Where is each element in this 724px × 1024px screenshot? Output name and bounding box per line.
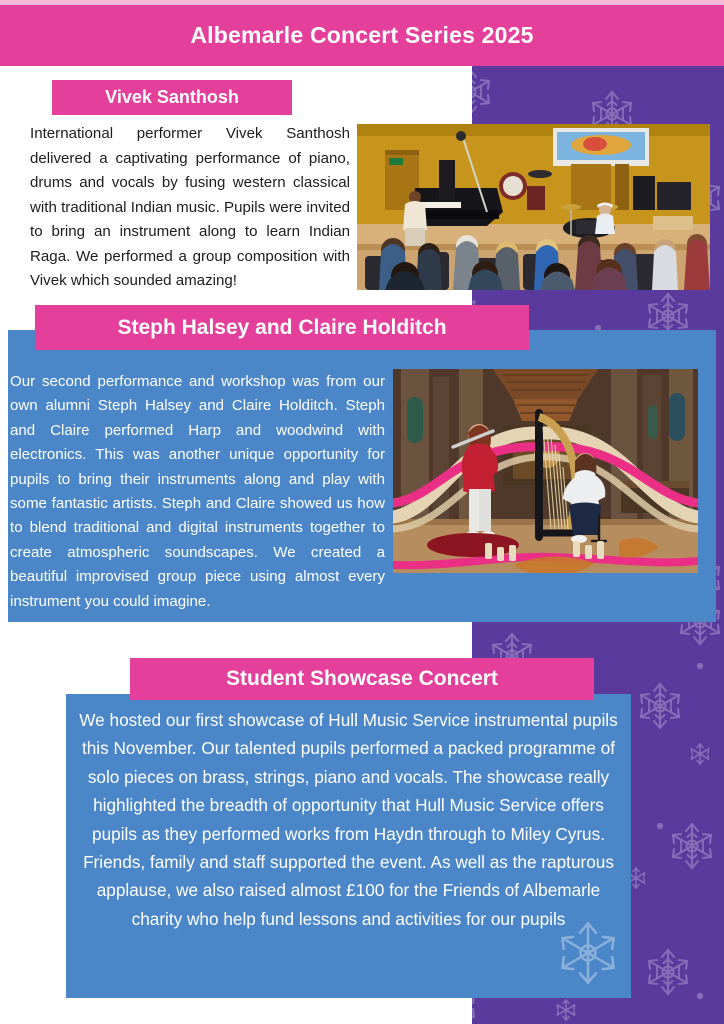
section-body-steph-claire: Our second performance and workshop was from our own alumni Steph Halsey and Claire Holditch. Steph and Claire performed Harp and woodwind with electronics. This was another unique opportunity for pupils to bring their instruments along and play with some fantastic artists. Steph and Claire showed us how to blend traditional and digital instruments together to create atmospheric soundscapes. We created a beautiful improvised group piece using almost every instrument you could imagine. [10,373,385,610]
section-title-banner-vivek-santhosh [52,80,292,115]
photo-steph-claire-cathedral [393,369,698,573]
section-body-student-showcase: We hosted our first showcase of Hull Music Service instrumental pupils this November. Our talented pupils performed a packed programme of solo pieces on brass, strings, piano and vocals. The showcase really highlighted the breadth of opportunity that Hull Music Service offers pupils as they performed works from Haydn through to Miley Cyrus. Friends, family and staff supported the event. As well as the rapturous applause, we also raised almost £100 for the Friends of Albemarle charity who help fund lessons and activities for our pupils [79,710,618,929]
page-title: Albemarle Concert Series 2025 [190,22,534,48]
section-title-banner-student-showcase [130,658,594,700]
page-header [0,5,724,66]
section-title-steph-claire: Steph Halsey and Claire Holditch [117,315,447,339]
section-title-vivek-santhosh: Vivek Santhosh [105,87,239,107]
section-body-vivek-santhosh: International performer Vivek Santhosh delivered a captivating performance of piano, drums and vocals by fusing western classical with traditional Indian music. Pupils were invited to bring an instrument along to learn Indian Raga. We performed a group composition with Vivek which sounded amazing! [30,125,350,289]
section-title-banner-steph-claire [35,305,529,350]
photo-vivek-santhosh-concert [357,124,710,290]
section-title-student-showcase: Student Showcase Concert [226,667,498,690]
